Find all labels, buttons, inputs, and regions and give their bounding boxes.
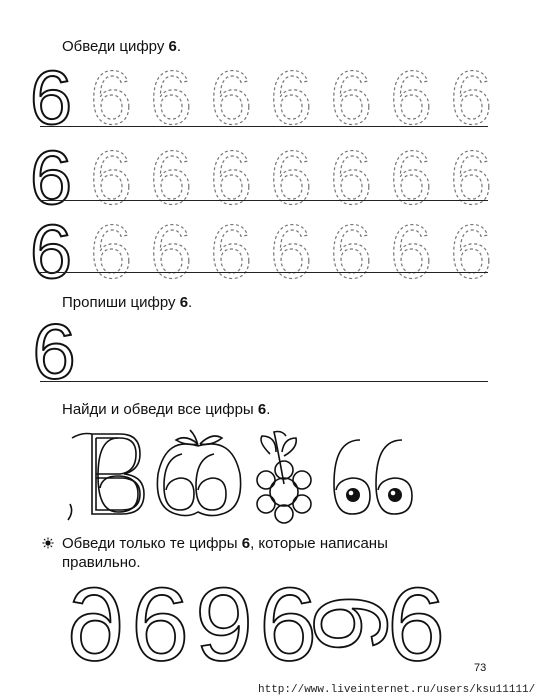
- digit-glyph: 6: [29, 210, 73, 295]
- instruction-digit: 6: [168, 38, 177, 55]
- digit-glyph: 6: [89, 210, 133, 295]
- candidate-digit-glyph: 6: [259, 567, 317, 683]
- tracing-digit[interactable]: [389, 56, 433, 141]
- apple-figure[interactable]: [157, 430, 240, 516]
- write-line[interactable]: [40, 381, 488, 382]
- sample-digit: [29, 56, 73, 141]
- eyes-figure[interactable]: [334, 440, 412, 514]
- instruction-find: Найди и обведи все цифры 6.: [62, 401, 271, 418]
- digit-glyph: 6: [389, 210, 433, 295]
- eye-pupil: [388, 488, 402, 502]
- letter-b-figure[interactable]: [68, 434, 144, 521]
- candidate-digit[interactable]: [194, 567, 254, 683]
- digit-glyph: 6: [209, 56, 253, 141]
- digit-glyph: 6: [149, 210, 193, 295]
- instruction-correct: Обведи только те цифры 6, которые написаны правильно.: [62, 535, 388, 571]
- instruction-digit: 6: [257, 401, 267, 418]
- digit-glyph: 6: [449, 136, 493, 221]
- tracing-digit[interactable]: [209, 136, 253, 221]
- watermark: http://www.liveinternet.ru/users/ksu11111/: [258, 684, 535, 696]
- candidate-digit-glyph: 6: [292, 594, 408, 652]
- digit-glyph: 6: [29, 56, 73, 141]
- sample-digit-write: [32, 307, 76, 395]
- writing-line: [40, 200, 488, 201]
- tracing-digit[interactable]: [449, 136, 493, 221]
- digit-glyph: 6: [329, 56, 373, 141]
- candidate-digit-glyph: 6: [387, 567, 445, 683]
- eye-pupil: [346, 488, 360, 502]
- instruction-write: Пропиши цифру 6.: [62, 294, 193, 311]
- tracing-digit[interactable]: [149, 56, 193, 141]
- candidate-digit-glyph: 9: [195, 567, 253, 683]
- tracing-digit[interactable]: [89, 136, 133, 221]
- digit-glyph: 6: [329, 210, 373, 295]
- digit-glyph: 6: [149, 56, 193, 141]
- flower-figure[interactable]: [257, 432, 311, 524]
- candidate-digit-glyph: 6: [131, 567, 189, 683]
- candidate-digit[interactable]: [130, 567, 190, 683]
- writing-line: [40, 272, 488, 273]
- digit-glyph: 6: [269, 56, 313, 141]
- digit-glyph: 6: [149, 136, 193, 221]
- digit-glyph: 6: [449, 56, 493, 141]
- tracing-digit[interactable]: [269, 56, 313, 141]
- digit-glyph: 6: [389, 136, 433, 221]
- sample-digit: [29, 136, 73, 221]
- hidden-digits-puzzle[interactable]: [62, 424, 422, 524]
- trace-row: [29, 56, 494, 141]
- page-number: 73: [474, 662, 487, 674]
- digit-glyph: 6: [329, 136, 373, 221]
- tracing-digit[interactable]: [449, 56, 493, 141]
- digit-glyph: 6: [29, 136, 73, 221]
- candidate-digit-glyph: 6: [67, 567, 125, 683]
- tracing-digit[interactable]: [89, 56, 133, 141]
- digit-glyph: 6: [209, 210, 253, 295]
- digit-glyph: 6: [209, 136, 253, 221]
- instruction-digit: 6: [179, 294, 189, 311]
- tracing-digit[interactable]: [329, 56, 373, 141]
- instruction-trace: Обведи цифру 6.: [62, 38, 182, 55]
- digit-glyph: 6: [89, 56, 133, 141]
- digit-glyph: 6: [269, 136, 313, 221]
- tracing-digit[interactable]: [329, 136, 373, 221]
- digit-glyph: 6: [89, 136, 133, 221]
- digit-glyph: 6: [449, 210, 493, 295]
- instruction-digit: 6: [241, 535, 251, 552]
- digit-glyph: 6: [389, 56, 433, 141]
- eye-highlight: [349, 491, 354, 496]
- sun-bullet-icon: [42, 537, 54, 549]
- digit-glyph: 6: [269, 210, 313, 295]
- tracing-digit[interactable]: [209, 56, 253, 141]
- writing-line: [40, 126, 488, 127]
- sample-digit-glyph: 6: [32, 307, 76, 395]
- tracing-digit[interactable]: [269, 136, 313, 221]
- eye-highlight: [391, 491, 396, 496]
- trace-row: [29, 136, 494, 221]
- tracing-digit[interactable]: [389, 136, 433, 221]
- trace-row: [29, 210, 494, 295]
- candidate-digit[interactable]: [292, 578, 408, 668]
- candidate-digit[interactable]: [66, 567, 126, 683]
- candidate-digit[interactable]: [386, 567, 446, 683]
- tracing-digit[interactable]: [149, 136, 193, 221]
